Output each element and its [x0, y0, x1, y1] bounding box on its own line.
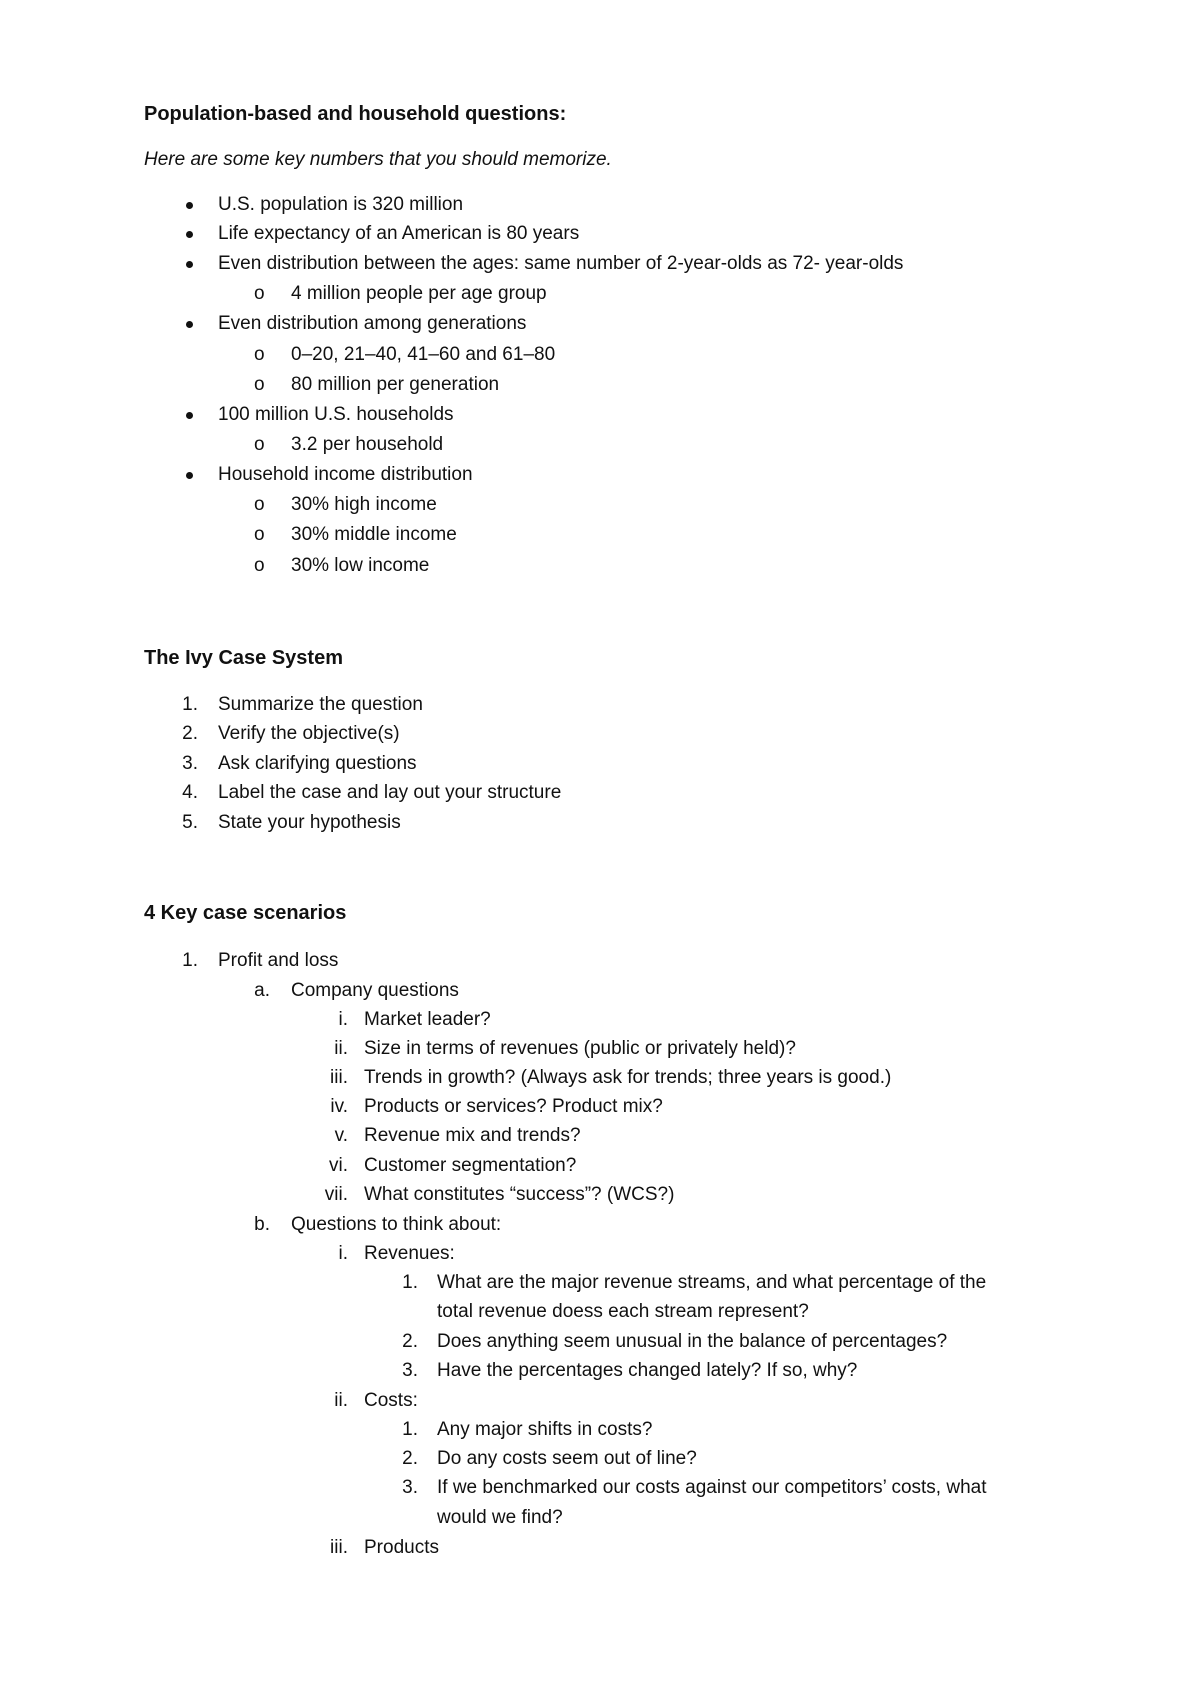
sub-bullet-marker: o: [254, 524, 265, 545]
list-roman: iv.: [330, 1096, 348, 1117]
bullet-item: Even distribution between the ages: same number of 2-year-olds as 72- year-olds: [218, 253, 904, 274]
company-question-item: Products or services? Product mix?: [364, 1096, 663, 1117]
list-number: 3.: [402, 1477, 418, 1498]
list-roman: ii.: [334, 1390, 348, 1411]
section-heading-key-case-scenarios: 4 Key case scenarios: [144, 902, 347, 924]
sub-bullet-marker: o: [254, 374, 265, 395]
list-roman: vi.: [329, 1155, 348, 1176]
bullet-item: U.S. population is 320 million: [218, 194, 464, 215]
bullet-item: 100 million U.S. households: [218, 404, 454, 425]
sub-bullet-item: 4 million people per age group: [291, 283, 547, 304]
bullet-icon: [186, 202, 193, 209]
sub-bullet-item: 3.2 per household: [291, 434, 444, 455]
bullet-item: Household income distribution: [218, 464, 473, 485]
list-roman: i.: [338, 1243, 348, 1264]
step-number: 4.: [182, 782, 198, 803]
list-item-profit-and-loss: Profit and loss: [218, 950, 339, 971]
bullet-icon: [186, 412, 193, 419]
sub-bullet-item: 80 million per generation: [291, 374, 500, 395]
list-item-products: Products: [364, 1537, 439, 1558]
list-letter: b.: [254, 1214, 270, 1235]
list-letter: a.: [254, 980, 270, 1001]
sub-bullet-item: 30% high income: [291, 494, 437, 515]
step-number: 5.: [182, 812, 198, 833]
bullet-icon: [186, 472, 193, 479]
sub-bullet-item: 30% middle income: [291, 524, 457, 545]
company-question-item: Customer segmentation?: [364, 1155, 577, 1176]
sub-bullet-marker: o: [254, 344, 265, 365]
bullet-icon: [186, 261, 193, 268]
intro-text: Here are some key numbers that you should memorize.: [144, 149, 612, 170]
section-heading-population: Population-based and household questions:: [144, 103, 567, 125]
bullet-item: Even distribution among generations: [218, 313, 527, 334]
cost-question-item: Do any costs seem out of line?: [437, 1448, 697, 1469]
list-item-questions-to-think-about: Questions to think about:: [291, 1214, 502, 1235]
revenue-question-item-continued: total revenue doess each stream represent?: [437, 1301, 809, 1322]
bullet-icon: [186, 231, 193, 238]
step-number: 1.: [182, 694, 198, 715]
sub-bullet-item: 0–20, 21–40, 41–60 and 61–80: [291, 344, 556, 365]
step-item: Ask clarifying questions: [218, 753, 417, 774]
list-number: 1.: [402, 1272, 418, 1293]
sub-bullet-marker: o: [254, 494, 265, 515]
company-question-item: What constitutes “success”? (WCS?): [364, 1184, 675, 1205]
list-item-revenues: Revenues:: [364, 1243, 455, 1264]
company-question-item: Revenue mix and trends?: [364, 1125, 581, 1146]
list-number: 2.: [402, 1331, 418, 1352]
revenue-question-item: What are the major revenue streams, and what percentage of the: [437, 1272, 987, 1293]
list-roman: vii.: [324, 1184, 348, 1205]
step-item: State your hypothesis: [218, 812, 401, 833]
sub-bullet-item: 30% low income: [291, 555, 430, 576]
step-item: Label the case and lay out your structure: [218, 782, 562, 803]
list-item-company-questions: Company questions: [291, 980, 459, 1001]
list-roman: iii.: [330, 1537, 348, 1558]
company-question-item: Market leader?: [364, 1009, 491, 1030]
list-number: 2.: [402, 1448, 418, 1469]
list-roman: v.: [334, 1125, 348, 1146]
cost-question-item-continued: would we find?: [437, 1507, 563, 1528]
cost-question-item: Any major shifts in costs?: [437, 1419, 653, 1440]
cost-question-item: If we benchmarked our costs against our competitors’ costs, what: [437, 1477, 987, 1498]
step-number: 2.: [182, 723, 198, 744]
list-number: 1.: [182, 950, 198, 971]
sub-bullet-marker: o: [254, 283, 265, 304]
revenue-question-item: Does anything seem unusual in the balance of percentages?: [437, 1331, 948, 1352]
sub-bullet-marker: o: [254, 434, 265, 455]
list-roman: ii.: [334, 1038, 348, 1059]
list-roman: iii.: [330, 1067, 348, 1088]
company-question-item: Trends in growth? (Always ask for trends; three years is good.): [364, 1067, 892, 1088]
list-item-costs: Costs:: [364, 1390, 418, 1411]
sub-bullet-marker: o: [254, 555, 265, 576]
step-item: Verify the objective(s): [218, 723, 400, 744]
list-roman: i.: [338, 1009, 348, 1030]
step-number: 3.: [182, 753, 198, 774]
company-question-item: Size in terms of revenues (public or privately held)?: [364, 1038, 796, 1059]
bullet-icon: [186, 321, 193, 328]
step-item: Summarize the question: [218, 694, 423, 715]
list-number: 1.: [402, 1419, 418, 1440]
bullet-item: Life expectancy of an American is 80 years: [218, 223, 580, 244]
revenue-question-item: Have the percentages changed lately? If so, why?: [437, 1360, 858, 1381]
list-number: 3.: [402, 1360, 418, 1381]
section-heading-ivy-case-system: The Ivy Case System: [144, 647, 343, 669]
